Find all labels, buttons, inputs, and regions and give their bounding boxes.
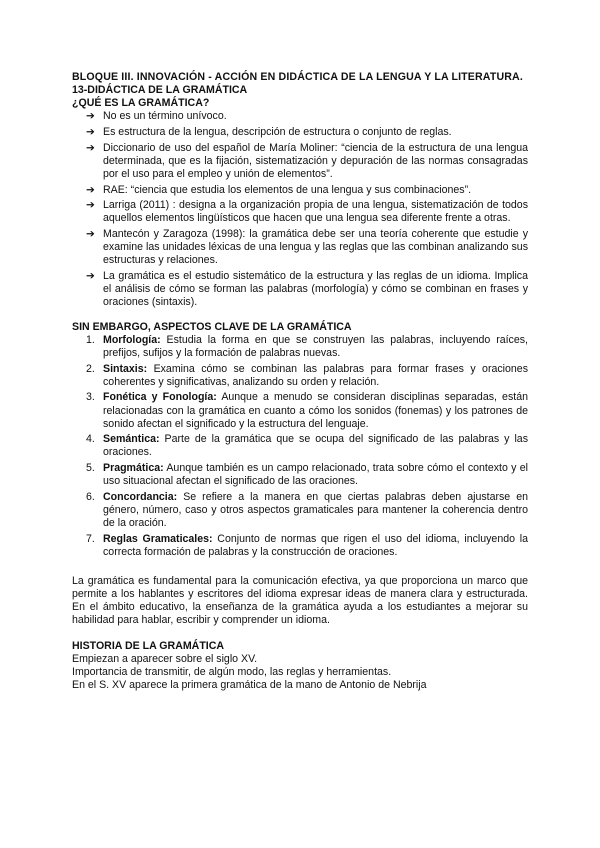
list-item: 6. Concordancia: Se refiere a la manera en que ciertas palabras deben ajustarse en género, número, caso y otros aspectos gramaticales para mantener la coherencia dentro de la oración. xyxy=(86,490,528,530)
document-page xyxy=(72,71,528,692)
aspect-term: Sintaxis: xyxy=(103,362,148,375)
arrow-right-icon: ➔ xyxy=(86,141,95,154)
aspect-term: Pragmática: xyxy=(103,462,164,475)
history-line: Importancia de transmitir, de algún modo, las reglas y herramientas. xyxy=(72,666,392,679)
list-item: 1. Morfología: Estudia la forma en que se construyen las palabras, incluyendo raíces, prefijos, sufijos y la formación de palabras nuevas. xyxy=(86,333,528,359)
list-item: 4. Semántica: Parte de la gramática que se ocupa del significado de las palabras y las oraciones. xyxy=(86,433,528,459)
arrow-right-icon: ➔ xyxy=(86,183,95,196)
aspect-term: Morfología: xyxy=(103,333,161,346)
aspect-term: Reglas Gramaticales: xyxy=(103,532,213,545)
aspects-title: SIN EMBARGO, ASPECTOS CLAVE DE LA GRAMÁTICA xyxy=(72,320,352,333)
arrow-right-icon: ➔ xyxy=(86,228,95,240)
list-item: 5. Pragmática: Aunque también es un campo relacionado, trata sobre cómo el contexto y el uso situacional afectan el significado de las oraciones. xyxy=(86,462,528,488)
aspect-term: Semántica: xyxy=(103,433,160,446)
list-item: ➔ Diccionario de uso del español de María Moliner: “ciencia de la estructura de una lengua determinada, que es la fijación, sistematización y depuración de las normas consagradas por el uso para el empleo y unión de elementos”. xyxy=(86,141,528,180)
list-item: ➔ La gramática es el estudio sistemático de la estructura y las reglas de un idioma. Implica el análisis de cómo se forman las palabras (morfología) y cómo se combinan en frases y oraciones (sintaxis). xyxy=(86,269,528,309)
list-item: ➔ Es estructura de la lengua, descripción de estructura o conjunto de reglas. xyxy=(86,125,452,138)
list-item: ➔ RAE: “ciencia que estudia los elementos de una lengua y sus combinaciones”. xyxy=(86,183,472,196)
aspects-list xyxy=(72,334,528,559)
history-line: En el S. XV aparece la primera gramática de la mano de Antonio de Nebrija xyxy=(72,679,427,692)
list-item: 3. Fonética y Fonología: Aunque a menudo se consideran disciplinas separadas, están relacionadas con la gramática en cuanto a cómo los sonidos (fonemas) y los patrones de sonido afectan el significado y la estructura del lenguaje. xyxy=(86,391,528,430)
history-line: Empiezan a aparecer sobre el siglo XV. xyxy=(72,652,258,665)
list-item: ➔ Mantecón y Zaragoza (1998): la gramática debe ser una teoría coherente que estudie y examine las unidades léxicas de una lengua y las reglas que las combinan analizando sus estructuras y relaciones. xyxy=(86,228,528,267)
arrow-right-icon: ➔ xyxy=(86,125,95,138)
block-title: BLOQUE III. INNOVACIÓN - ACCIÓN EN DIDÁCTICA DE LA LENGUA Y LA LITERATURA. xyxy=(72,71,523,83)
list-item: ➔ No es un término unívoco. xyxy=(86,110,227,123)
list-item: 2. Sintaxis: Examina cómo se combinan las palabras para formar frases y oraciones coherentes y significativas, analizando su orden y relación. xyxy=(86,362,528,388)
arrow-right-icon: ➔ xyxy=(86,269,95,282)
aspect-term: Concordancia: xyxy=(103,490,178,503)
topic-title: 13-DIDÁCTICA DE LA GRAMÁTICA xyxy=(72,84,248,97)
aspect-term: Fonética y Fonología: xyxy=(103,391,217,404)
summary-paragraph: La gramática es fundamental para la comunicación efectiva, ya que proporciona un marco que permite a los hablantes y escritores del idioma expresar ideas de manera clara y estructurada. En el ámbito educativo, la enseñanza de la gramática ayuda a los estudiantes a mejorar su habilidad para hablar, escribir y comprender un idioma. xyxy=(72,574,528,626)
arrow-right-icon: ➔ xyxy=(86,110,95,123)
arrow-right-icon: ➔ xyxy=(86,199,95,212)
list-item: ➔ Larriga (2011) : designa a la organización propia de una lengua, sistematización de todos aquellos elementos lingüísticos que hacen que una lengua sea diferente frente a otras. xyxy=(86,199,528,225)
definitions-list xyxy=(72,110,528,309)
history-title: HISTORIA DE LA GRAMÁTICA xyxy=(72,639,225,652)
list-item: 7. Reglas Gramaticales: Conjunto de normas que rigen el uso del idioma, incluyendo la correcta formación de palabras y la construcción de oraciones. xyxy=(86,532,528,558)
question-title: ¿QUÉ ES LA GRAMÁTICA? xyxy=(72,97,210,110)
